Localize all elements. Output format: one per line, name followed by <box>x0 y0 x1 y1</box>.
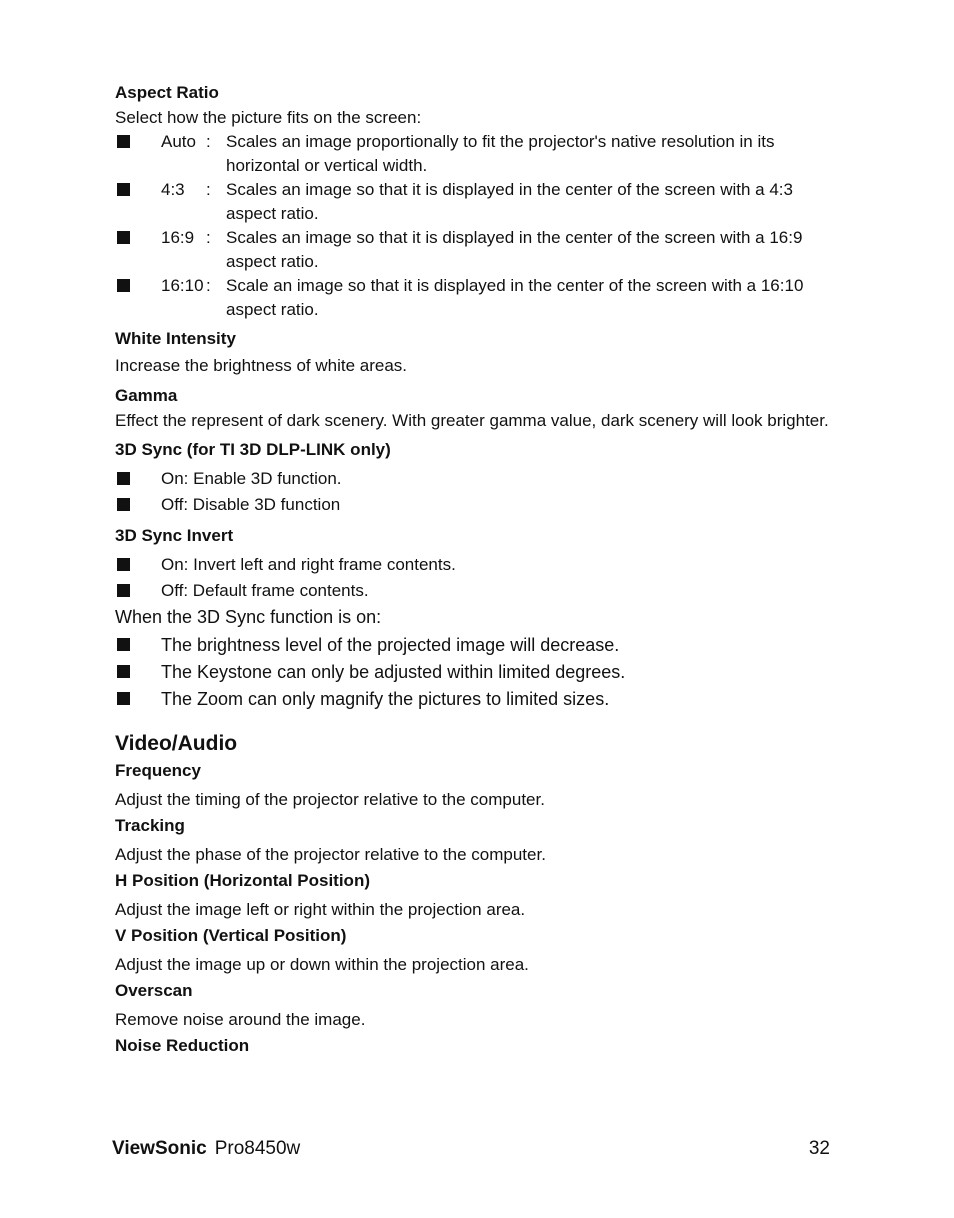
bullet-square-icon <box>117 231 130 244</box>
list-item <box>115 687 830 714</box>
option-colon: : <box>206 132 211 151</box>
list-item-text: On: Invert left and right frame contents. <box>161 555 456 574</box>
sync-invert-heading: 3D Sync Invert <box>115 526 234 545</box>
bullet-square-icon <box>117 472 130 485</box>
option-colon: : <box>206 228 211 247</box>
aspect-option-4-3 <box>115 178 830 226</box>
bullet-square-icon <box>117 183 130 196</box>
page-number: 32 <box>808 1138 830 1159</box>
bullet-square-icon <box>117 692 130 705</box>
option-description: Scales an image so that it is displayed in the center of the screen with a 16:9 aspect ratio. <box>226 228 803 271</box>
list-item-text: The Zoom can only magnify the pictures to limited sizes. <box>161 689 610 709</box>
list-item-text: The Keystone can only be adjusted within limited degrees. <box>161 662 626 682</box>
list-item <box>115 467 830 493</box>
overscan-text: Remove noise around the image. <box>115 1010 366 1029</box>
option-colon: : <box>206 276 211 295</box>
option-term: 4:3 <box>161 180 185 199</box>
manual-page <box>115 82 830 1063</box>
v-position-text: Adjust the image up or down within the projection area. <box>115 955 529 974</box>
aspect-option-16-10 <box>115 274 830 322</box>
list-item <box>115 579 830 605</box>
aspect-ratio-intro: Select how the picture fits on the screen: <box>115 108 422 127</box>
list-item-text: Off: Disable 3D function <box>161 495 341 514</box>
option-description: Scales an image so that it is displayed in the center of the screen with a 4:3 aspect ratio. <box>226 180 793 223</box>
list-item <box>115 493 830 519</box>
list-item <box>115 660 830 687</box>
bullet-square-icon <box>117 498 130 511</box>
footer-brand: ViewSonic <box>112 1138 207 1159</box>
option-description: Scale an image so that it is displayed in the center of the screen with a 16:10 aspect ratio. <box>226 276 804 319</box>
option-term: 16:10 <box>161 276 204 295</box>
tracking-heading: Tracking <box>115 816 185 835</box>
list-item <box>115 553 830 579</box>
bullet-square-icon <box>117 638 130 651</box>
option-description: Scales an image proportionally to fit the projector's native resolution in its horizontal or vertical width. <box>226 132 775 175</box>
h-position-heading: H Position (Horizontal Position) <box>115 871 370 890</box>
footer-model: Pro8450w <box>214 1138 301 1159</box>
option-term: Auto <box>161 132 196 151</box>
white-intensity-heading: White Intensity <box>115 329 236 348</box>
video-audio-heading: Video/Audio <box>115 732 238 755</box>
noise-reduction-heading: Noise Reduction <box>115 1036 250 1055</box>
tracking-text: Adjust the phase of the projector relative to the computer. <box>115 845 546 864</box>
list-item-text: Off: Default frame contents. <box>161 581 369 600</box>
sync-note: When the 3D Sync function is on: <box>115 607 382 627</box>
h-position-text: Adjust the image left or right within the projection area. <box>115 900 526 919</box>
page-footer <box>112 1138 830 1166</box>
v-position-heading: V Position (Vertical Position) <box>115 926 347 945</box>
white-intensity-text: Increase the brightness of white areas. <box>115 356 407 375</box>
bullet-square-icon <box>117 135 130 148</box>
list-item-text: On: Enable 3D function. <box>161 469 342 488</box>
list-item-text: The brightness level of the projected image will decrease. <box>161 635 620 655</box>
aspect-ratio-heading: Aspect Ratio <box>115 83 219 102</box>
frequency-text: Adjust the timing of the projector relative to the computer. <box>115 790 545 809</box>
bullet-square-icon <box>117 584 130 597</box>
bullet-square-icon <box>117 665 130 678</box>
gamma-heading: Gamma <box>115 386 178 405</box>
option-term: 16:9 <box>161 228 195 247</box>
aspect-option-auto <box>115 130 830 178</box>
overscan-heading: Overscan <box>115 981 193 1000</box>
list-item <box>115 633 830 660</box>
bullet-square-icon <box>117 279 130 292</box>
gamma-text: Effect the represent of dark scenery. With greater gamma value, dark scenery will look brighter. <box>115 411 829 430</box>
option-colon: : <box>206 180 211 199</box>
bullet-square-icon <box>117 558 130 571</box>
frequency-heading: Frequency <box>115 761 201 780</box>
aspect-option-16-9 <box>115 226 830 274</box>
sync-3d-heading: 3D Sync (for TI 3D DLP-LINK only) <box>115 440 391 459</box>
